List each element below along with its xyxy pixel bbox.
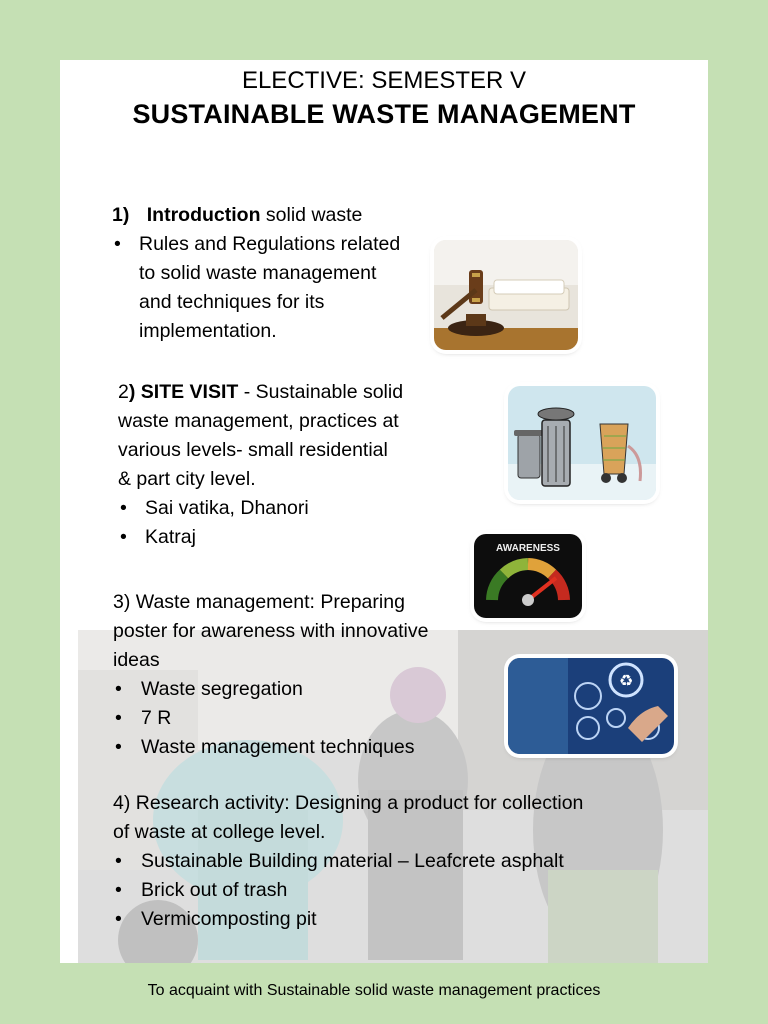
- recycle-tech-icon: [508, 658, 674, 754]
- section-3-bullet: Waste management techniques: [141, 736, 415, 758]
- section-2: [118, 378, 458, 552]
- section-2-line: & part city level.: [118, 468, 256, 490]
- site-visit-location: Katraj: [145, 526, 196, 548]
- section-3-line: poster for awareness with innovative: [113, 620, 429, 642]
- bullet-icon: •: [115, 850, 122, 872]
- section-3-bullet: 7 R: [141, 707, 172, 729]
- section-4-bullet: Vermicomposting pit: [141, 908, 317, 930]
- bullet-icon: •: [115, 707, 122, 729]
- section-4-line: 4) Research activity: Designing a product for collection: [113, 792, 584, 814]
- section-1-number: 1): [112, 204, 130, 226]
- section-2-line: waste management, practices at: [118, 410, 399, 432]
- trash-bins-icon: [508, 386, 656, 500]
- footer-caption: To acquaint with Sustainable solid waste management practices: [147, 982, 601, 999]
- awareness-label: AWARENESS: [496, 543, 560, 554]
- bullet-icon: •: [115, 736, 122, 758]
- list-item: [113, 675, 493, 704]
- list-item: [113, 905, 683, 934]
- bullet-icon: •: [115, 678, 122, 700]
- section-1: [112, 201, 432, 230]
- section-3-line: ideas: [113, 649, 160, 671]
- list-item: [118, 494, 458, 523]
- section-3-bullet: Waste segregation: [141, 678, 303, 700]
- trash-bins-image: [508, 386, 656, 500]
- bullet-icon: •: [120, 526, 127, 548]
- section-1-line: and techniques for its: [139, 291, 325, 313]
- section-3: [113, 588, 493, 762]
- section-3-line: 3) Waste management: Preparing: [113, 591, 405, 613]
- section-2-line: various levels- small residential: [118, 439, 388, 461]
- section-1-line: to solid waste management: [139, 262, 377, 284]
- section-4-line: of waste at college level.: [113, 821, 326, 843]
- section-4-bullet: Sustainable Building material – Leafcrete asphalt: [141, 850, 564, 872]
- bullet-icon: •: [115, 879, 122, 901]
- section-2-heading-rest: - Sustainable solid: [238, 381, 404, 403]
- gavel-books-icon: [434, 240, 578, 350]
- section-1-heading-rest: solid waste: [260, 204, 363, 226]
- bullet-icon: •: [120, 497, 127, 519]
- bullet-icon: •: [115, 908, 122, 930]
- page-title: SUSTAINABLE WASTE MANAGEMENT: [132, 99, 636, 129]
- list-item: [118, 523, 458, 552]
- list-item: [113, 733, 493, 762]
- gavel-books-image: [434, 240, 578, 350]
- section-4-bullet: Brick out of trash: [141, 879, 288, 901]
- bullet-icon: •: [114, 233, 121, 255]
- section-2-number: 2: [118, 381, 129, 403]
- list-item: [113, 704, 493, 733]
- section-1-line: Rules and Regulations related: [139, 233, 401, 255]
- section-1-bullet: [112, 230, 442, 346]
- section-1-heading-bold: Introduction: [146, 204, 261, 226]
- site-visit-location: Sai vatika, Dhanori: [145, 497, 309, 519]
- section-2-heading-bold: ) SITE VISIT: [128, 381, 239, 403]
- elective-semester-label: ELECTIVE: SEMESTER V: [241, 67, 527, 94]
- list-item: [113, 876, 683, 905]
- document-sheet: [60, 60, 708, 963]
- recycle-tech-image: [508, 658, 674, 754]
- section-1-line: implementation.: [139, 320, 277, 342]
- list-item: [113, 847, 683, 876]
- svg-text:♻: ♻: [618, 671, 634, 690]
- section-4: [113, 789, 683, 934]
